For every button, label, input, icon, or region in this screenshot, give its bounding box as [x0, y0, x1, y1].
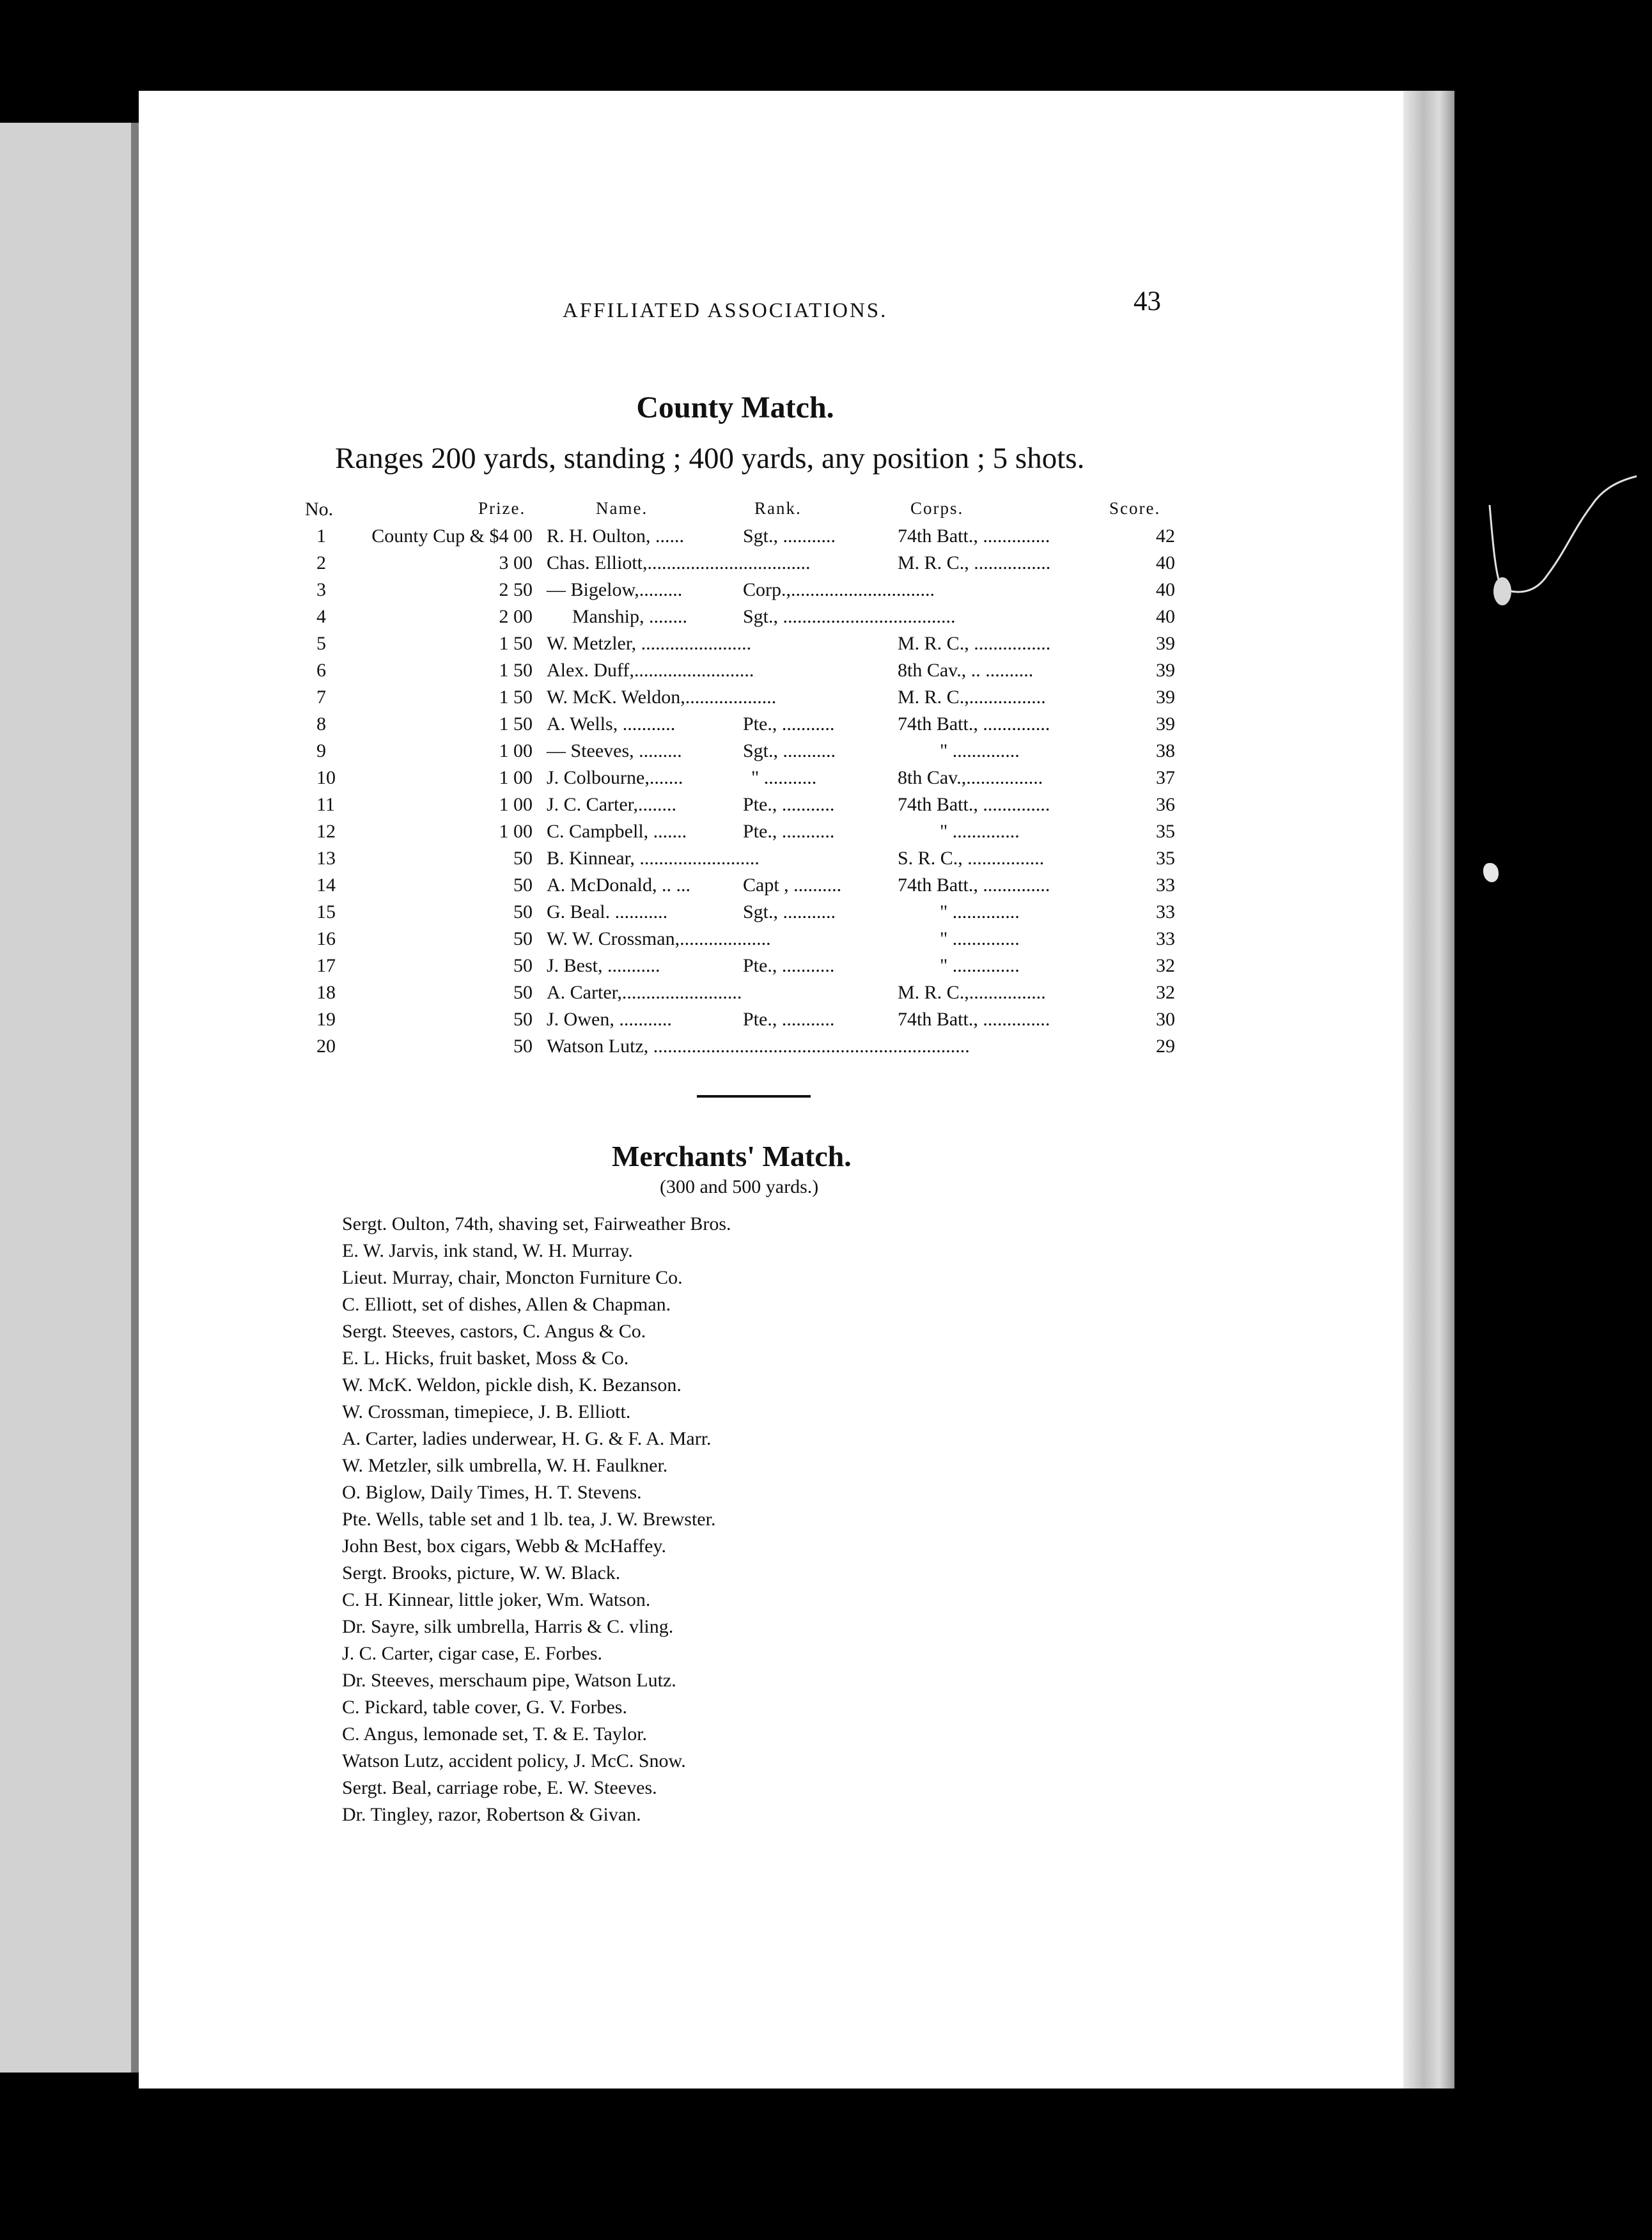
list-item: Sergt. Oulton, 74th, shaving set, Fairweather Bros.	[342, 1213, 731, 1234]
table-row	[0, 767, 1407, 794]
cell-prize: 2 50	[499, 579, 533, 600]
cell-prize: 50	[513, 875, 533, 896]
cell-corps: 8th Cav., .. ..........	[898, 660, 1034, 681]
cell-name: A. Carter,.........................	[547, 982, 742, 1003]
cell-name: J. Colbourne,.......	[547, 767, 683, 788]
dust-speck	[1483, 863, 1499, 882]
county-match-title: County Match.	[636, 391, 834, 424]
cell-prize: 1 00	[499, 767, 533, 788]
cell-score: 30	[1156, 1009, 1175, 1030]
cell-rank: Pte., ...........	[743, 955, 835, 976]
list-item: W. Metzler, silk umbrella, W. H. Faulkner.	[342, 1455, 668, 1476]
table-row	[0, 713, 1407, 740]
list-item: C. Angus, lemonade set, T. & E. Taylor.	[342, 1723, 648, 1745]
cell-name: W. McK. Weldon,...................	[547, 687, 777, 708]
list-item: C. H. Kinnear, little joker, Wm. Watson.	[342, 1589, 651, 1610]
header-prize: Prize.	[478, 499, 526, 518]
cell-score: 33	[1156, 928, 1175, 949]
cell-score: 39	[1156, 687, 1175, 708]
cell-no: 16	[316, 928, 336, 949]
header-no: No.	[305, 499, 334, 520]
cell-name: W. Metzler, .......................	[547, 633, 752, 654]
cell-no: 12	[316, 821, 336, 842]
cell-prize: 1 00	[499, 821, 533, 842]
cell-no: 17	[316, 955, 336, 976]
cell-score: 35	[1156, 821, 1175, 842]
list-item: W. McK. Weldon, pickle dish, K. Bezanson.	[342, 1374, 682, 1396]
county-match-subtitle: Ranges 200 yards, standing ; 400 yards, any position ; 5 shots.	[335, 442, 1085, 475]
section-divider	[697, 1095, 811, 1098]
cell-rank: Capt , ..........	[743, 875, 842, 896]
cell-corps: 74th Batt., ..............	[898, 875, 1050, 896]
running-head: AFFILIATED ASSOCIATIONS.	[563, 299, 888, 322]
cell-name: C. Campbell, .......	[547, 821, 687, 842]
cell-corps: " ..............	[940, 821, 1020, 842]
table-row	[0, 740, 1407, 767]
cell-corps: 74th Batt., ..............	[898, 525, 1050, 547]
cell-rank: Pte., ...........	[743, 821, 835, 842]
table-row	[0, 633, 1407, 660]
cell-prize: 3 00	[499, 552, 533, 573]
cell-name: J. Owen, ...........	[547, 1009, 672, 1030]
list-item: Lieut. Murray, chair, Moncton Furniture Co.	[342, 1267, 683, 1288]
cell-score: 36	[1156, 794, 1175, 815]
cell-name: Chas. Elliott,..................................	[547, 552, 811, 573]
list-item: Watson Lutz, accident policy, J. McC. Snow.	[342, 1750, 686, 1771]
table-row	[0, 660, 1407, 687]
cell-name: A. McDonald, .. ...	[547, 875, 690, 896]
cell-name: R. H. Oulton, ......	[547, 525, 685, 547]
cell-score: 39	[1156, 633, 1175, 654]
cell-prize: 1 50	[499, 660, 533, 681]
cell-prize: 50	[513, 848, 533, 869]
cell-rank: Pte., ...........	[743, 713, 835, 735]
table-row	[0, 875, 1407, 901]
list-item: O. Biglow, Daily Times, H. T. Stevens.	[342, 1482, 642, 1503]
cell-corps: " ..............	[940, 928, 1020, 949]
cell-prize: 50	[513, 1009, 533, 1030]
cell-prize: 1 00	[499, 794, 533, 815]
cell-corps: M. R. C., ................	[898, 633, 1051, 654]
cell-score: 40	[1156, 579, 1175, 600]
cell-corps: " ..............	[940, 740, 1020, 761]
cell-name: J. C. Carter,........	[547, 794, 676, 815]
cell-score: 42	[1156, 525, 1175, 547]
cell-name: Alex. Duff,.........................	[547, 660, 754, 681]
cell-name: W. W. Crossman,...................	[547, 928, 771, 949]
cell-name: G. Beal. ...........	[547, 901, 668, 922]
cell-corps: 74th Batt., ..............	[898, 794, 1050, 815]
cell-no: 13	[316, 848, 336, 869]
list-item: C. Elliott, set of dishes, Allen & Chapman.	[342, 1294, 671, 1315]
cell-no: 6	[316, 660, 326, 681]
cell-score: 32	[1156, 982, 1175, 1003]
cell-score: 29	[1156, 1036, 1175, 1057]
table-row	[0, 901, 1407, 928]
cell-rank: Sgt., ...........	[743, 901, 836, 922]
table-row	[0, 794, 1407, 821]
cell-no: 11	[316, 794, 335, 815]
list-item: E. W. Jarvis, ink stand, W. H. Murray.	[342, 1240, 633, 1261]
list-item: Sergt. Steeves, castors, C. Angus & Co.	[342, 1321, 646, 1342]
cell-name: B. Kinnear, .........................	[547, 848, 760, 869]
cell-corps: M. R. C., ................	[898, 552, 1051, 573]
cell-corps: 74th Batt., ..............	[898, 713, 1050, 735]
cell-no: 5	[316, 633, 326, 654]
header-name: Name.	[596, 499, 648, 518]
cell-prize: 1 50	[499, 713, 533, 735]
table-row	[0, 955, 1407, 982]
table-row	[0, 606, 1407, 633]
cell-prize: County Cup & $4 00	[371, 525, 533, 547]
list-item: Dr. Steeves, merschaum pipe, Watson Lutz.	[342, 1670, 676, 1691]
cell-rank: Sgt., ...........	[743, 740, 836, 761]
cell-prize: 50	[513, 955, 533, 976]
cell-no: 2	[316, 552, 326, 573]
list-item: A. Carter, ladies underwear, H. G. & F. A. Marr.	[342, 1428, 712, 1449]
cell-rank: Pte., ...........	[743, 1009, 835, 1030]
list-item: Sergt. Beal, carriage robe, E. W. Steeves.	[342, 1777, 657, 1798]
cell-score: 32	[1156, 955, 1175, 976]
cell-no: 1	[316, 525, 326, 547]
table-row	[0, 848, 1407, 875]
cell-no: 8	[316, 713, 326, 735]
cell-no: 3	[316, 579, 326, 600]
cell-no: 18	[316, 982, 336, 1003]
cell-no: 9	[316, 740, 326, 761]
table-row	[0, 928, 1407, 955]
cell-no: 15	[316, 901, 336, 922]
cell-prize: 50	[513, 901, 533, 922]
cell-score: 40	[1156, 552, 1175, 573]
merchants-match-title: Merchants' Match.	[612, 1140, 852, 1172]
list-item: Sergt. Brooks, picture, W. W. Black.	[342, 1562, 621, 1583]
stray-fiber	[1477, 467, 1643, 633]
table-row	[0, 525, 1407, 552]
header-rank: Rank.	[754, 499, 802, 518]
cell-name: J. Best, ...........	[547, 955, 660, 976]
cell-name: — Bigelow,.........	[547, 579, 683, 600]
table-row	[0, 821, 1407, 848]
cell-corps: S. R. C., ................	[898, 848, 1045, 869]
cell-prize: 50	[513, 982, 533, 1003]
cell-name: A. Wells, ...........	[547, 713, 676, 735]
table-row	[0, 552, 1407, 579]
list-item: Pte. Wells, table set and 1 lb. tea, J. W. Brewster.	[342, 1509, 716, 1530]
cell-rank: Sgt., ....................................	[743, 606, 956, 627]
cell-prize: 1 50	[499, 687, 533, 708]
list-item: J. C. Carter, cigar case, E. Forbes.	[342, 1643, 603, 1664]
cell-name: Watson Lutz, ..................................................................	[547, 1036, 970, 1057]
list-item: E. L. Hicks, fruit basket, Moss & Co.	[342, 1348, 629, 1369]
cell-corps: 8th Cav.,................	[898, 767, 1043, 788]
cell-no: 14	[316, 875, 336, 896]
list-item: Dr. Sayre, silk umbrella, Harris & C. vling.	[342, 1616, 674, 1637]
cell-corps: " ..............	[940, 901, 1020, 922]
list-item: Dr. Tingley, razor, Robertson & Givan.	[342, 1804, 641, 1825]
cell-no: 10	[316, 767, 336, 788]
cell-name: Manship, ........	[572, 606, 687, 627]
cell-score: 38	[1156, 740, 1175, 761]
cell-prize: 1 50	[499, 633, 533, 654]
table-row	[0, 579, 1407, 606]
cell-rank: Corp.,..............................	[743, 579, 935, 600]
cell-corps: M. R. C.,................	[898, 687, 1046, 708]
cell-rank: " ...........	[751, 767, 817, 788]
cell-corps: 74th Batt., ..............	[898, 1009, 1050, 1030]
cell-score: 33	[1156, 901, 1175, 922]
cell-name: — Steeves, .........	[547, 740, 682, 761]
cell-prize: 1 00	[499, 740, 533, 761]
list-item: C. Pickard, table cover, G. V. Forbes.	[342, 1697, 627, 1718]
header-score: Score.	[1109, 499, 1161, 518]
table-row	[0, 982, 1407, 1009]
cell-no: 19	[316, 1009, 336, 1030]
cell-score: 35	[1156, 848, 1175, 869]
cell-score: 39	[1156, 713, 1175, 735]
list-item: W. Crossman, timepiece, J. B. Elliott.	[342, 1401, 631, 1422]
cell-no: 20	[316, 1036, 336, 1057]
cell-rank: Pte., ...........	[743, 794, 835, 815]
cell-no: 7	[316, 687, 326, 708]
cell-corps: M. R. C.,................	[898, 982, 1046, 1003]
header-corps: Corps.	[910, 499, 964, 518]
list-item: John Best, box cigars, Webb & McHaffey.	[342, 1536, 666, 1557]
cell-score: 39	[1156, 660, 1175, 681]
cell-rank: Sgt., ...........	[743, 525, 836, 547]
merchants-match-subtitle: (300 and 500 yards.)	[660, 1176, 819, 1197]
cell-no: 4	[316, 606, 326, 627]
cell-score: 40	[1156, 606, 1175, 627]
table-row	[0, 1009, 1407, 1036]
page-number: 43	[1134, 286, 1161, 316]
cell-prize: 50	[513, 1036, 533, 1057]
table-row	[0, 1036, 1407, 1062]
cell-score: 37	[1156, 767, 1175, 788]
cell-corps: " ..............	[940, 955, 1020, 976]
cell-prize: 50	[513, 928, 533, 949]
table-row	[0, 687, 1407, 713]
cell-score: 33	[1156, 875, 1175, 896]
cell-prize: 2 00	[499, 606, 533, 627]
